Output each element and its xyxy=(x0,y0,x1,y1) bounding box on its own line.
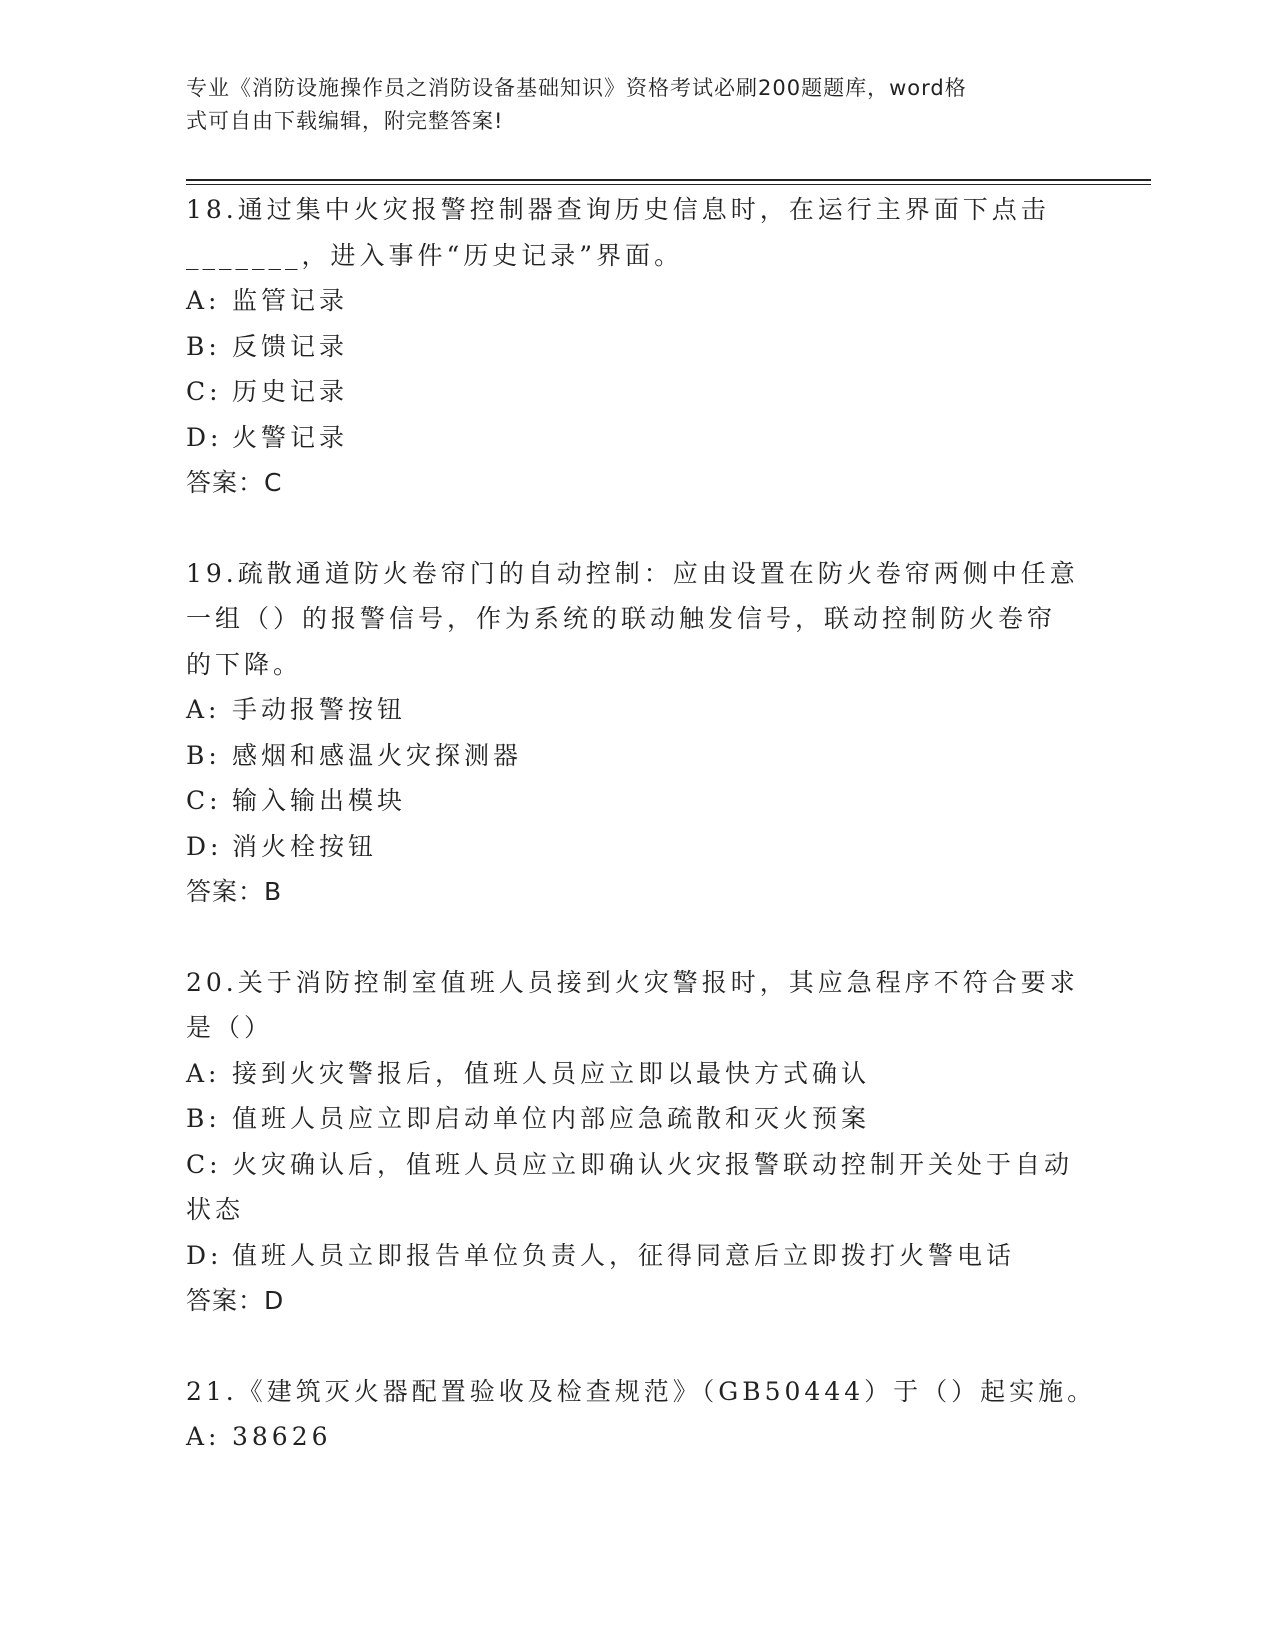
option-b xyxy=(186,324,1086,370)
option-text: 输入输出模块 xyxy=(232,786,407,815)
option-text: 感烟和感温火灾探测器 xyxy=(232,740,523,770)
option-b xyxy=(186,733,1086,779)
option-label: B: xyxy=(186,1104,221,1133)
header-divider-thick xyxy=(186,179,1151,181)
header-divider-thin xyxy=(186,184,1151,185)
question-stem-line: 18.通过集中火灾报警控制器查询历史信息时，在运行主界面下点击 xyxy=(186,195,1050,224)
question-18 xyxy=(186,187,1086,506)
option-label: D: xyxy=(186,1240,223,1270)
question-stem-line: _______，进入事件“历史记录”界面。 xyxy=(186,240,684,270)
option-d xyxy=(186,1233,1086,1279)
question-stem-line: 是（） xyxy=(186,1013,274,1042)
option-c xyxy=(186,778,1086,824)
option-c xyxy=(186,1142,1086,1188)
option-label: C: xyxy=(186,786,222,815)
option-label: A: xyxy=(186,286,221,315)
question-stem-line: 的下降。 xyxy=(186,649,303,679)
option-label: B: xyxy=(186,740,221,770)
option-label: C: xyxy=(186,377,222,406)
option-text: 值班人员应立即启动单位内部应急疏散和灭火预案 xyxy=(232,1104,871,1133)
option-a xyxy=(186,1051,1086,1097)
question-stem-line: 20.关于消防控制室值班人员接到火灾警报时，其应急程序不符合要求 xyxy=(186,967,1079,997)
header-line-2: 式可自由下载编辑，附完整答案! xyxy=(186,109,504,133)
option-c-continuation: 状态 xyxy=(186,1195,245,1224)
option-label: C: xyxy=(186,1149,222,1179)
option-a xyxy=(186,1414,1086,1460)
answer-key: 答案：C xyxy=(186,468,283,497)
answer-key: 答案：B xyxy=(186,877,283,906)
answer-key: 答案：D xyxy=(186,1286,285,1315)
option-d xyxy=(186,415,1086,461)
option-text: 手动报警按钮 xyxy=(232,695,407,724)
option-text: 消火栓按钮 xyxy=(232,831,378,861)
document-header xyxy=(186,72,1066,138)
question-21 xyxy=(186,1369,1097,1460)
option-a xyxy=(186,278,1086,324)
option-label: A: xyxy=(186,1422,221,1451)
question-20 xyxy=(186,960,1086,1324)
question-19 xyxy=(186,551,1086,915)
option-text: 38626 xyxy=(232,1422,332,1451)
option-text: 历史记录 xyxy=(232,377,349,406)
option-label: B: xyxy=(186,331,221,361)
option-label: A: xyxy=(186,695,221,724)
option-text: 火警记录 xyxy=(232,422,349,452)
option-text: 火灾确认后，值班人员应立即确认火灾报警联动控制开关处于自动 xyxy=(232,1149,1074,1179)
question-list xyxy=(186,187,1097,1505)
option-d xyxy=(186,824,1086,870)
option-text: 监管记录 xyxy=(232,286,349,315)
header-line-1: 专业《消防设施操作员之消防设备基础知识》资格考试必刷200题题库，word格 xyxy=(186,76,967,100)
question-stem-line: 21.《建筑灭火器配置验收及检查规范》（GB50444）于（）起实施。 xyxy=(186,1376,1097,1406)
option-text: 接到火灾警报后，值班人员应立即以最快方式确认 xyxy=(232,1058,871,1088)
option-text: 反馈记录 xyxy=(232,331,349,361)
option-label: D: xyxy=(186,422,223,452)
question-stem-line: 一组（）的报警信号，作为系统的联动触发信号，联动控制防火卷帘 xyxy=(186,604,1057,633)
option-label: D: xyxy=(186,831,223,861)
option-a xyxy=(186,687,1086,733)
option-label: A: xyxy=(186,1058,221,1088)
option-c xyxy=(186,369,1086,415)
option-b xyxy=(186,1096,1086,1142)
option-text: 值班人员立即报告单位负责人，征得同意后立即拨打火警电话 xyxy=(232,1240,1016,1270)
question-stem-line: 19.疏散通道防火卷帘门的自动控制：应由设置在防火卷帘两侧中任意 xyxy=(186,558,1079,588)
